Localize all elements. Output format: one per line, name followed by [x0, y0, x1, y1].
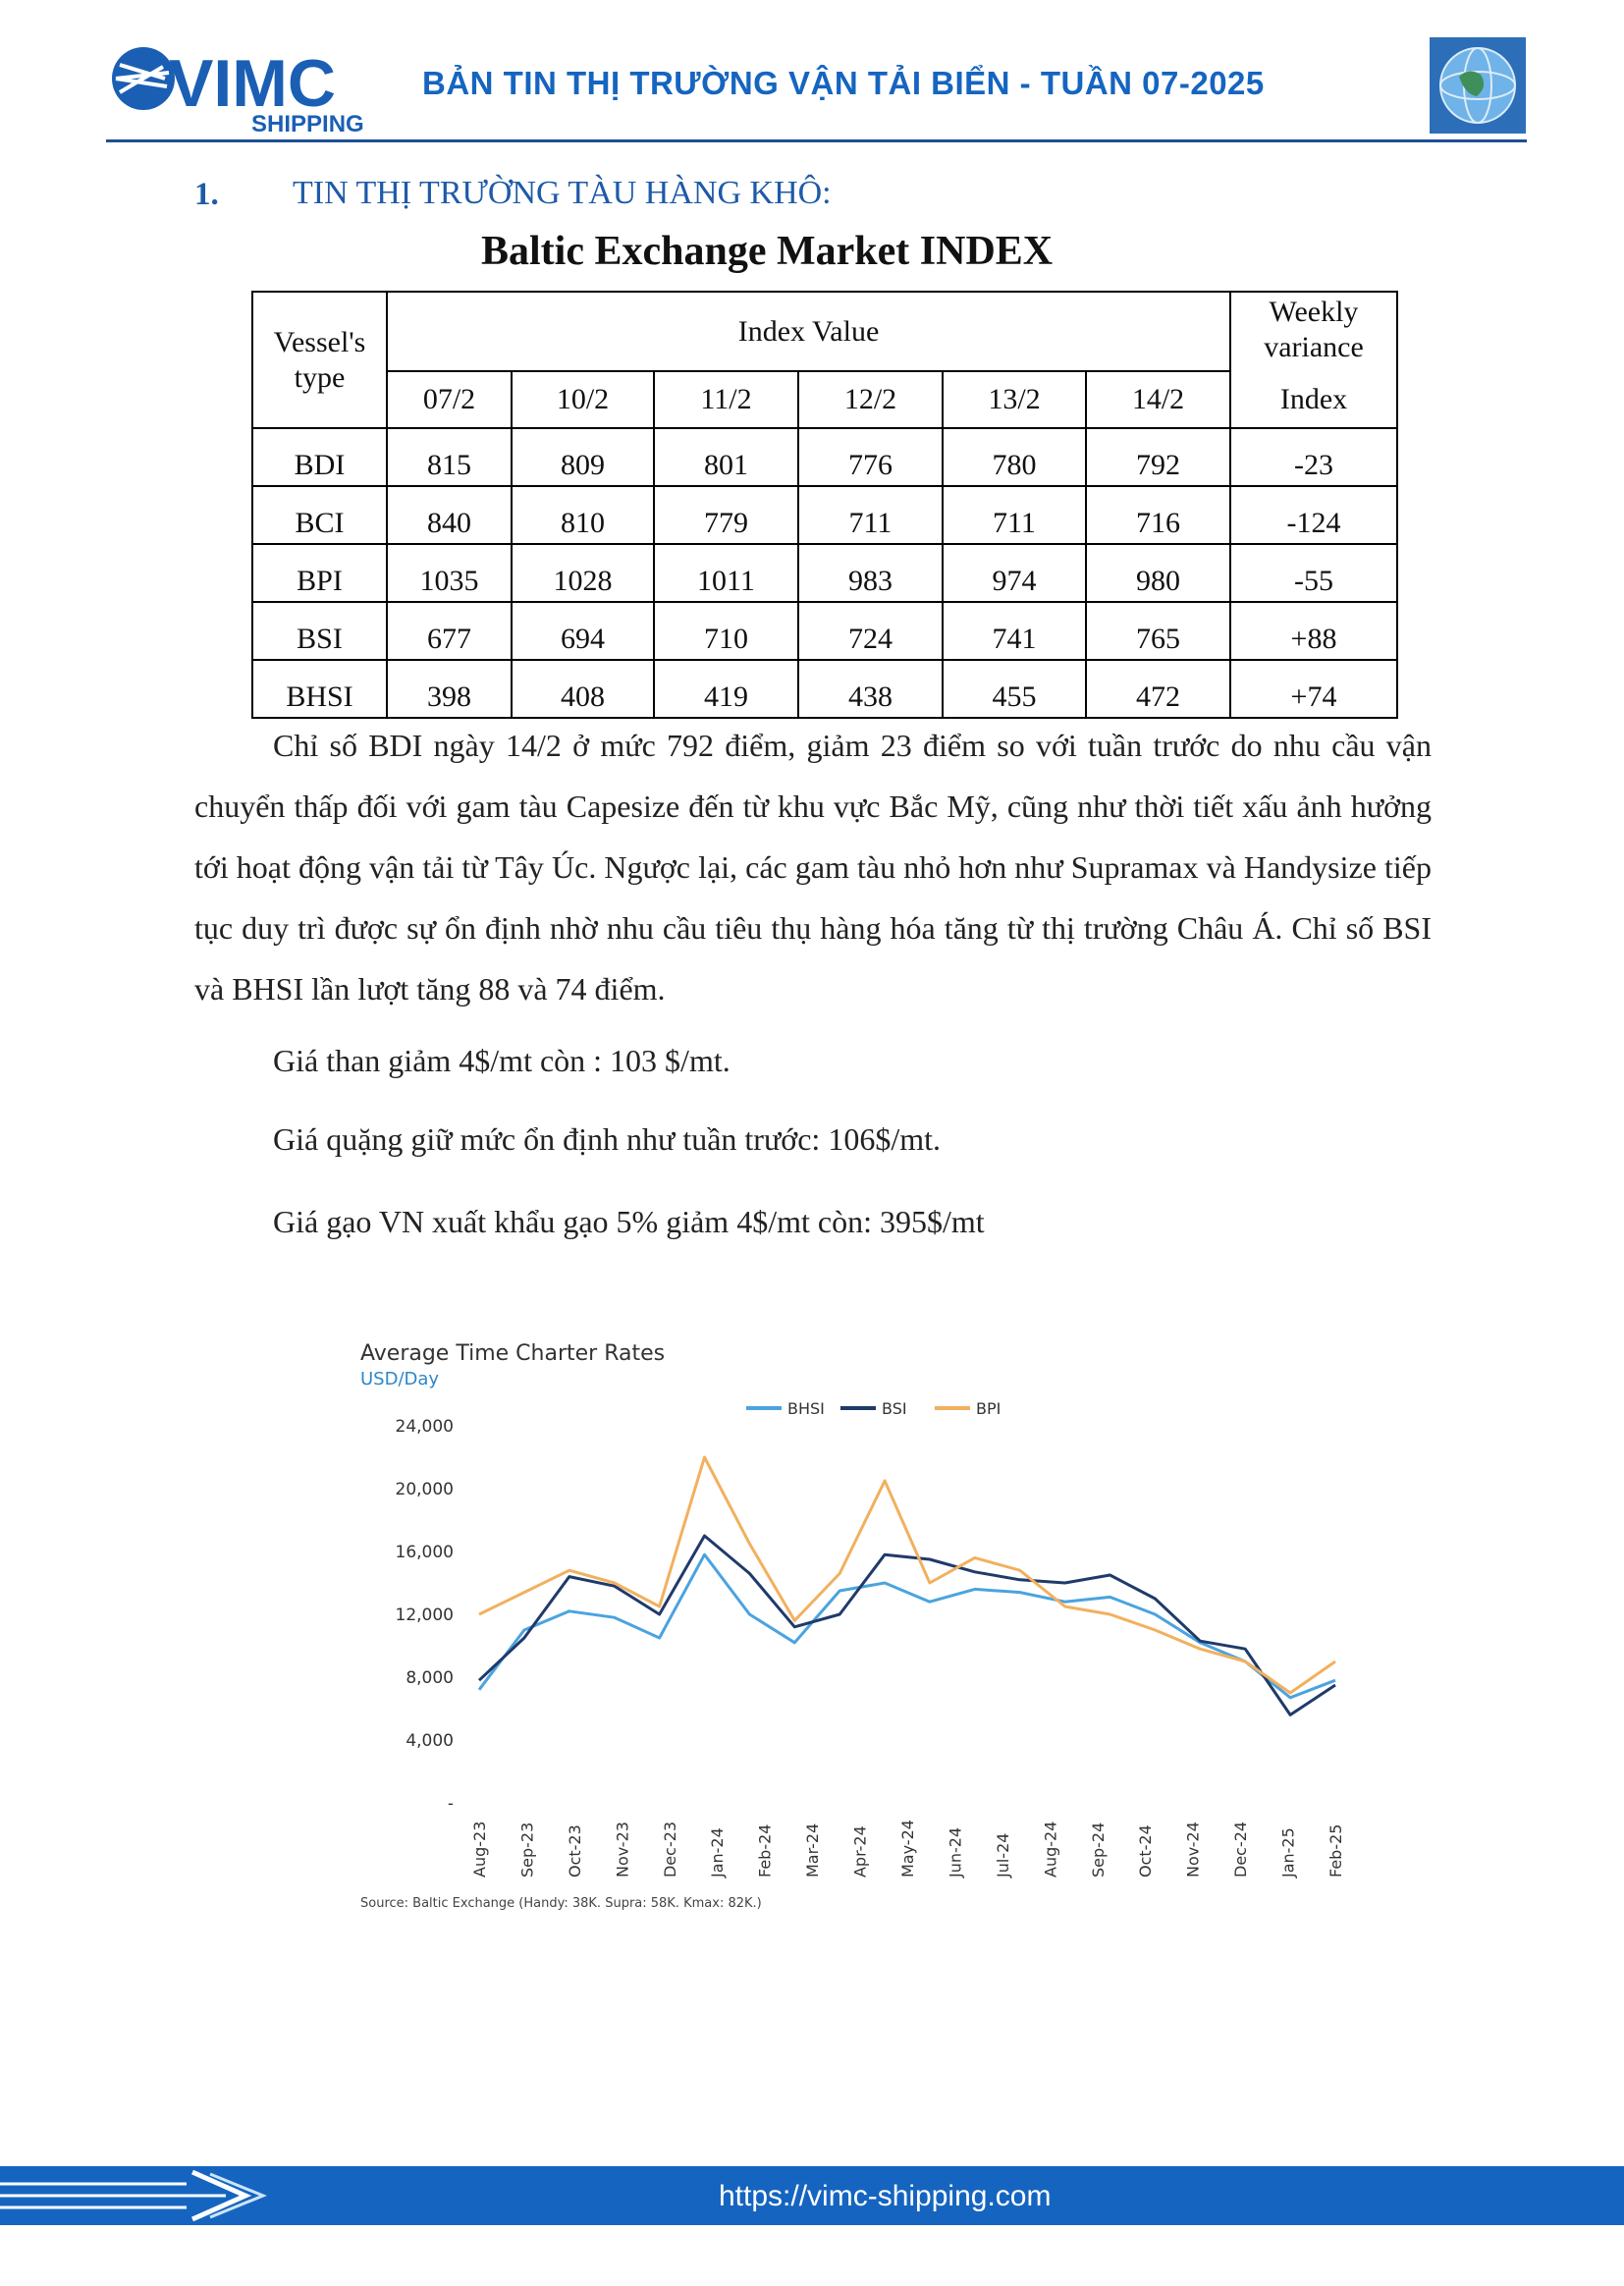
bulletin-title: BẢN TIN THỊ TRƯỜNG VẬN TẢI BIỂN - TUẦN 07-2025	[422, 65, 1265, 101]
cell: 815	[387, 428, 512, 486]
weekly-variance-header: Weekly variance	[1230, 292, 1397, 371]
market-commentary: Chỉ số BDI ngày 14/2 ở mức 792 điểm, giảm 23 điểm so với tuần trước do nhu cầu vận chuyển thấp đối với gam tàu Capesize đến từ khu vực Bắc Mỹ, cũng như thời tiết xấu ảnh hưởng tới hoạt động vận tải từ Tây Úc. Ngược lại, các gam tàu nhỏ hơn như Supramax và Handysize tiếp tục duy trì được sự ổn định nhờ nhu cầu tiêu thụ hàng hóa tăng từ thị trường Châu Á. Chỉ số BSI và BHSI lần lượt tăng 88 và 74 điểm.	[194, 728, 1432, 1007]
y-tick-label: -	[447, 1794, 454, 1814]
x-tick-label: Aug-23	[470, 1821, 489, 1878]
x-tick-label: Feb-24	[755, 1823, 775, 1878]
coal-price-line: Giá than giảm 4$/mt còn : 103 $/mt.	[273, 1043, 731, 1078]
cell: 809	[512, 428, 654, 486]
y-tick-label: 24,000	[395, 1417, 454, 1437]
cell: 455	[943, 660, 1086, 718]
x-tick-label: Sep-24	[1088, 1822, 1108, 1878]
cell: 472	[1086, 660, 1230, 718]
x-tick-label: Nov-24	[1183, 1822, 1203, 1878]
row-type: BPI	[252, 544, 387, 602]
x-tick-label: Jan-24	[708, 1827, 728, 1878]
y-tick-label: 12,000	[395, 1606, 454, 1625]
cell: 792	[1086, 428, 1230, 486]
x-tick-label: Oct-24	[1136, 1824, 1156, 1878]
legend-label: BPI	[976, 1399, 1001, 1418]
cell: 1035	[387, 544, 512, 602]
cell: 1028	[512, 544, 654, 602]
chart-source: Source: Baltic Exchange (Handy: 38K. Supra: 58K. Kmax: 82K.)	[360, 1896, 762, 1911]
cell: 801	[654, 428, 798, 486]
x-tick-label: Apr-24	[850, 1825, 870, 1878]
legend-label: BHSI	[787, 1399, 825, 1418]
row-type: BSI	[252, 602, 387, 660]
x-tick-label: Feb-25	[1326, 1823, 1345, 1878]
row-type: BHSI	[252, 660, 387, 718]
date-header: 13/2	[943, 371, 1086, 428]
cell: 419	[654, 660, 798, 718]
cell: 677	[387, 602, 512, 660]
x-tick-label: Jan-25	[1278, 1827, 1298, 1878]
x-tick-label: Dec-24	[1231, 1821, 1251, 1878]
cell: 716	[1086, 486, 1230, 544]
cell: 724	[798, 602, 943, 660]
footer-arrow-icon	[0, 2166, 295, 2225]
cell: 1011	[654, 544, 798, 602]
x-tick-label: Nov-23	[613, 1822, 632, 1878]
cell: 710	[654, 602, 798, 660]
chart-title: Average Time Charter Rates	[360, 1341, 666, 1366]
cell: 840	[387, 486, 512, 544]
cell: 776	[798, 428, 943, 486]
x-tick-label: Sep-23	[517, 1822, 537, 1878]
cell: 694	[512, 602, 654, 660]
section-number: 1.	[194, 177, 219, 212]
logo-subtext: SHIPPING	[251, 111, 364, 134]
cell: 408	[512, 660, 654, 718]
cell: 765	[1086, 602, 1230, 660]
cell: 810	[512, 486, 654, 544]
variance-cell: -55	[1230, 544, 1397, 602]
table-title: Baltic Exchange Market INDEX	[481, 229, 1054, 274]
date-header: 12/2	[798, 371, 943, 428]
cell: 741	[943, 602, 1086, 660]
chart-ylabel: USD/Day	[360, 1369, 440, 1389]
cell: 780	[943, 428, 1086, 486]
series-line-bsi	[479, 1536, 1335, 1714]
date-header: 14/2	[1086, 371, 1230, 428]
cell: 711	[943, 486, 1086, 544]
cell: 438	[798, 660, 943, 718]
cell: 983	[798, 544, 943, 602]
x-tick-label: Dec-23	[660, 1821, 679, 1878]
y-tick-label: 20,000	[395, 1480, 454, 1499]
y-tick-label: 16,000	[395, 1543, 454, 1562]
cell: 974	[943, 544, 1086, 602]
row-type: BDI	[252, 428, 387, 486]
variance-cell: +74	[1230, 660, 1397, 718]
x-tick-label: Jul-24	[993, 1832, 1012, 1878]
rice-price-line: Giá gạo VN xuất khẩu gạo 5% giảm 4$/mt còn: 395$/mt	[273, 1204, 985, 1239]
date-header: 07/2	[387, 371, 512, 428]
x-tick-label: Aug-24	[1041, 1821, 1060, 1878]
date-header: 11/2	[654, 371, 798, 428]
y-tick-label: 4,000	[406, 1731, 454, 1751]
cell: 980	[1086, 544, 1230, 602]
series-line-bhsi	[479, 1554, 1335, 1698]
cell: 398	[387, 660, 512, 718]
series-line-bpi	[479, 1457, 1335, 1693]
index-value-header: Index Value	[387, 292, 1230, 371]
cell: 779	[654, 486, 798, 544]
x-tick-label: Jun-24	[946, 1826, 965, 1878]
logo-text: VIMC	[169, 46, 336, 121]
vessel-type-header: Vessel's type	[252, 292, 387, 428]
index-subheader: Index	[1230, 371, 1397, 428]
legend-label: BSI	[882, 1399, 907, 1418]
variance-cell: -23	[1230, 428, 1397, 486]
variance-cell: +88	[1230, 602, 1397, 660]
date-header: 10/2	[512, 371, 654, 428]
x-tick-label: Oct-23	[565, 1824, 584, 1878]
row-type: BCI	[252, 486, 387, 544]
x-tick-label: May-24	[898, 1820, 917, 1878]
cell: 711	[798, 486, 943, 544]
website-link[interactable]: https://vimc-shipping.com	[719, 2180, 1052, 2212]
section-title: TIN THỊ TRƯỜNG TÀU HÀNG KHÔ:	[293, 175, 832, 211]
x-tick-label: Mar-24	[803, 1823, 823, 1878]
ore-price-line: Giá quặng giữ mức ổn định như tuần trước: 106$/mt.	[273, 1121, 941, 1157]
variance-cell: -124	[1230, 486, 1397, 544]
y-tick-label: 8,000	[406, 1668, 454, 1688]
